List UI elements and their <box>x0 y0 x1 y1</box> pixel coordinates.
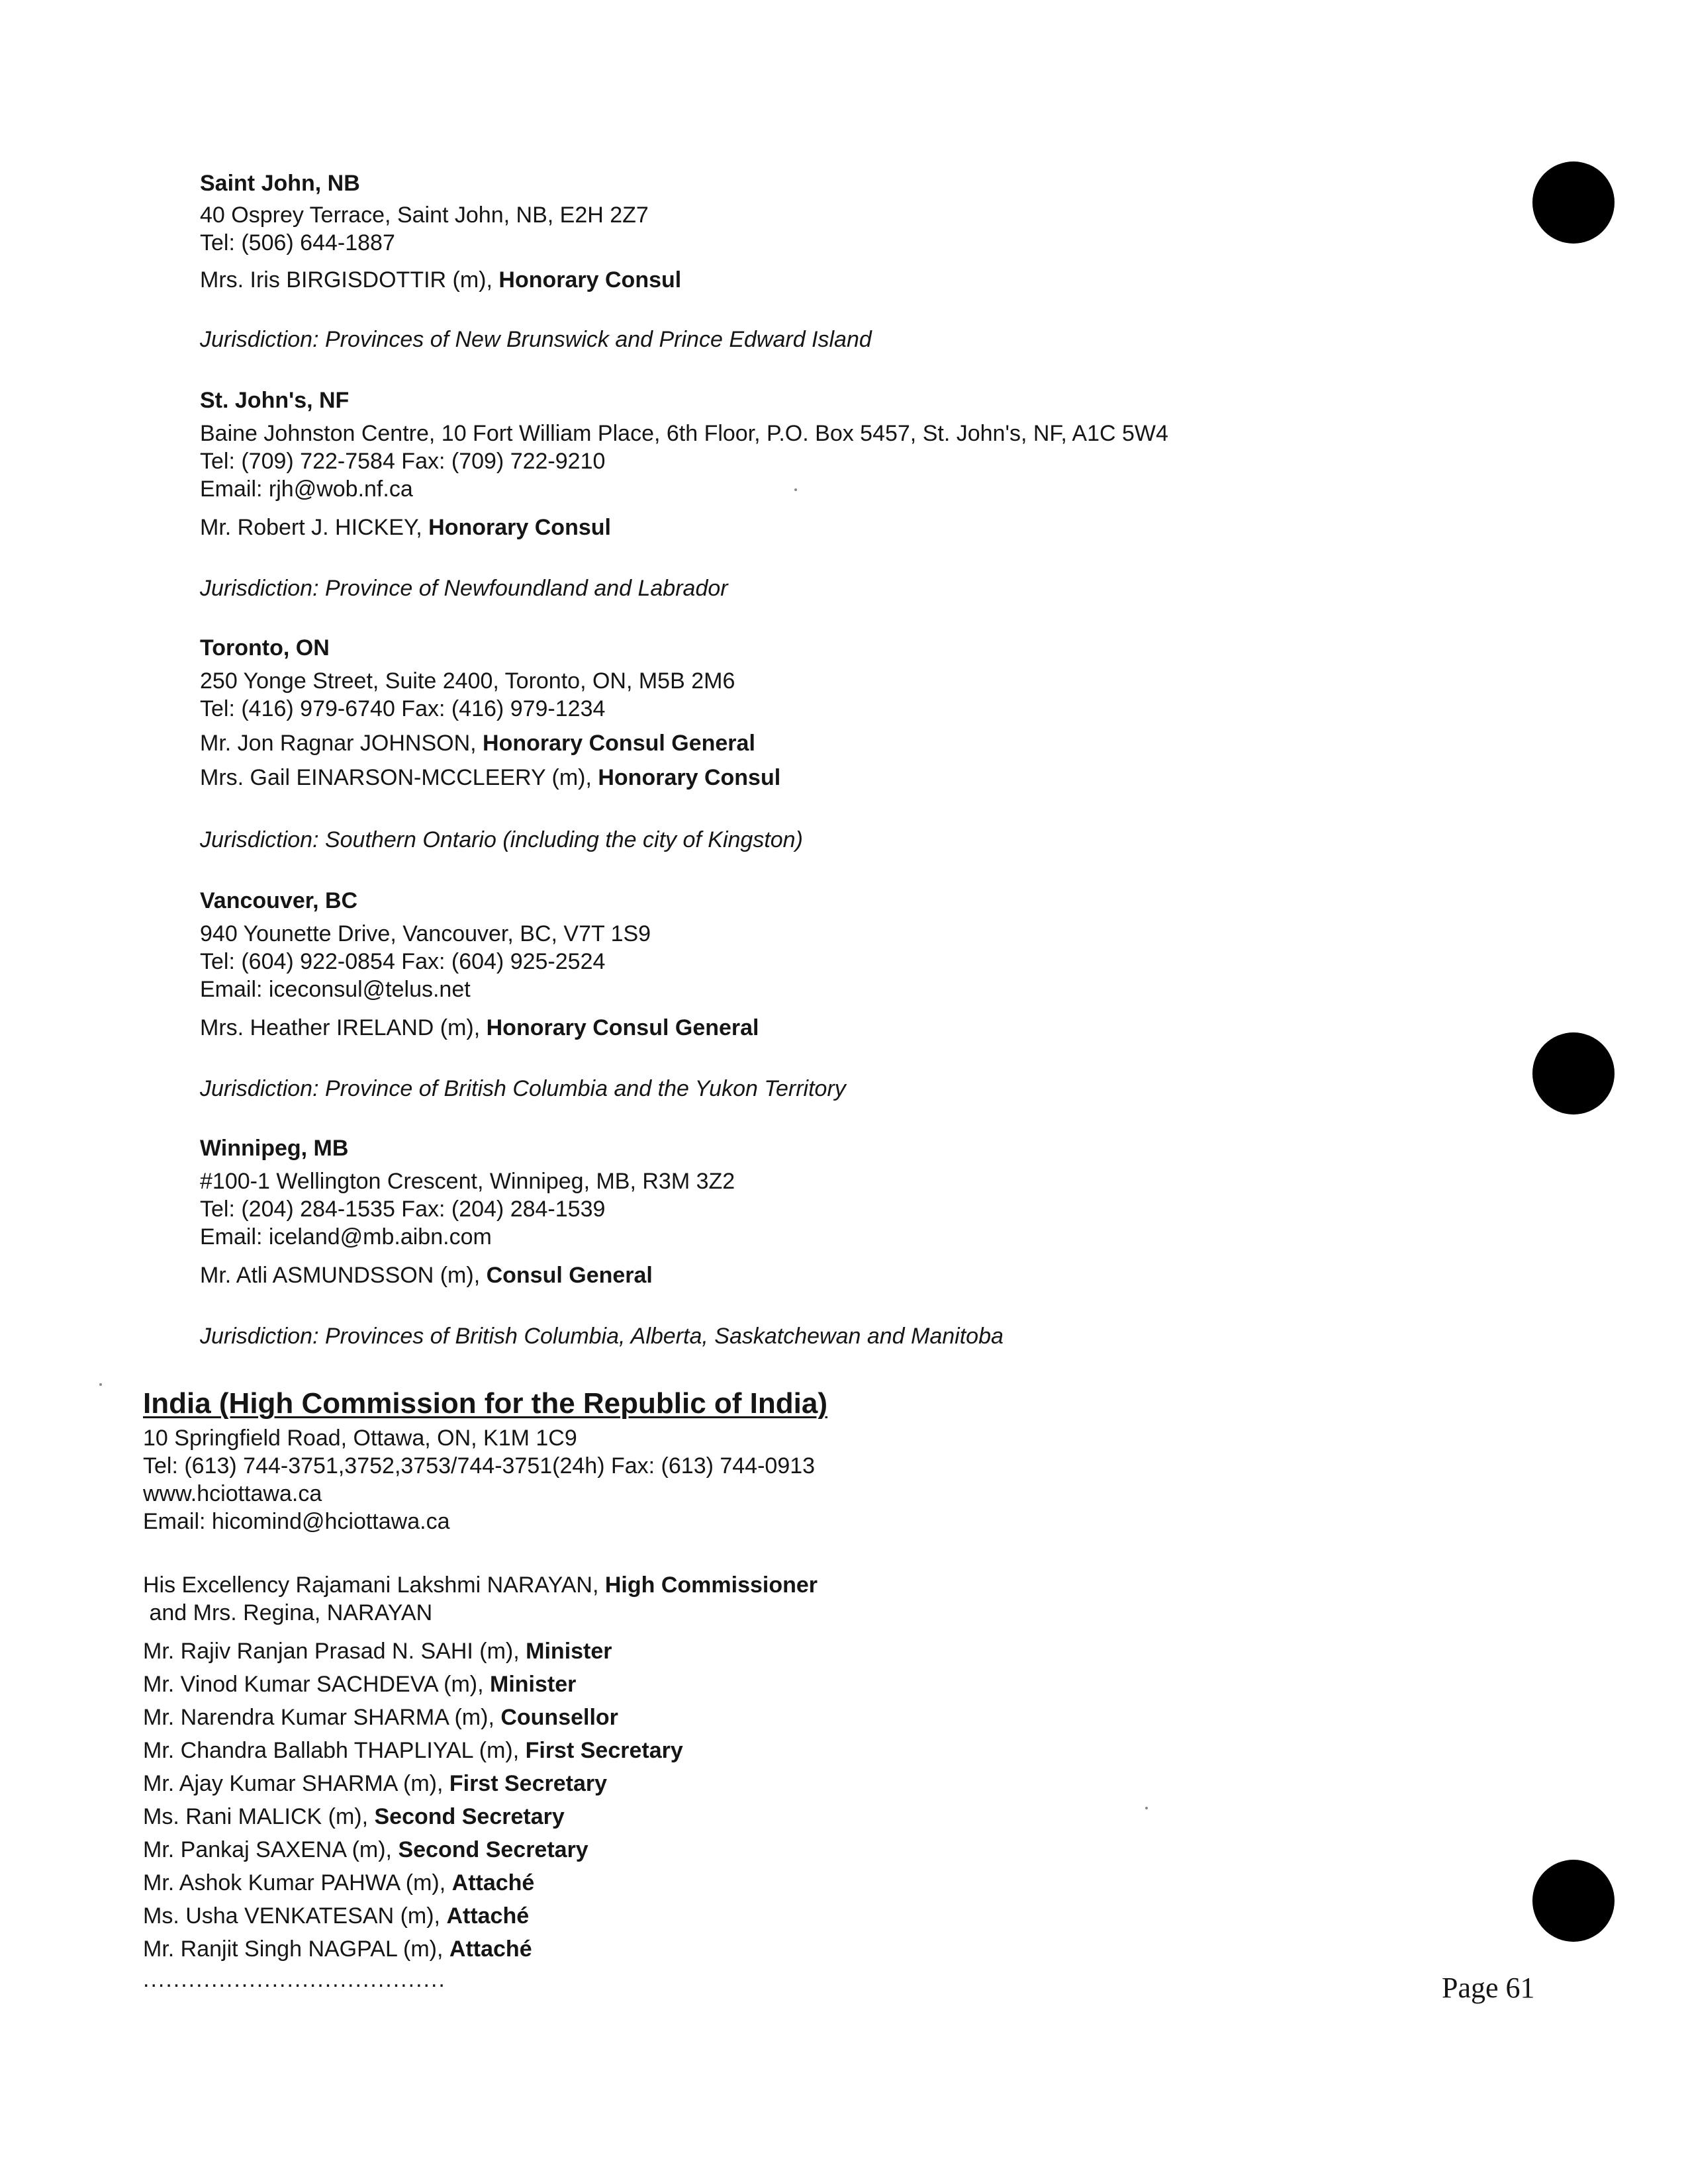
punch-hole-middle <box>1532 1032 1615 1115</box>
official-name: Mr. Chandra Ballabh THAPLIYAL (m), <box>143 1738 526 1763</box>
jurisdiction-label: Jurisdiction: <box>200 327 319 352</box>
jurisdiction-label: Jurisdiction: <box>200 827 319 852</box>
official-title: Attaché <box>451 1870 535 1895</box>
email-line[interactable]: Email: rjh@wob.nf.ca <box>200 477 413 502</box>
consulate-city: Vancouver, BC <box>200 888 358 913</box>
official-title: Second Secretary <box>374 1804 565 1829</box>
consulate-city: St. John's, NF <box>200 388 350 413</box>
official-name: Mr. Jon Ragnar JOHNSON, <box>200 731 483 756</box>
jurisdiction-text: Southern Ontario (including the city of Kingston) <box>318 827 803 852</box>
scan-speck <box>794 488 797 491</box>
official-title: High Commissioner <box>604 1572 818 1598</box>
official-name: Mr. Ajay Kumar SHARMA (m), <box>143 1771 449 1796</box>
address-line: #100-1 Wellington Crescent, Winnipeg, MB, R3M 3Z2 <box>200 1169 735 1194</box>
official-title: Second Secretary <box>398 1837 588 1862</box>
jurisdiction-text: Provinces of British Columbia, Alberta, Saskatchewan and Manitoba <box>318 1324 1004 1349</box>
official-line <box>200 269 681 291</box>
address-line: 940 Younette Drive, Vancouver, BC, V7T 1S9 <box>200 921 651 946</box>
head-of-mission-line <box>143 1574 818 1596</box>
consulate-city: Toronto, ON <box>200 635 330 660</box>
official-line <box>200 1264 653 1287</box>
official-line <box>143 1938 532 1960</box>
official-title: Honorary Consul <box>598 765 781 790</box>
phone-line: Tel: (416) 979-6740 Fax: (416) 979-1234 <box>200 696 606 721</box>
spouse-line: and Mrs. Regina, NARAYAN <box>143 1600 433 1625</box>
official-title: Minister <box>490 1672 577 1697</box>
official-title: Attaché <box>449 1936 532 1962</box>
jurisdiction-label: Jurisdiction: <box>200 1324 319 1349</box>
official-line <box>143 1805 565 1828</box>
jurisdiction-label: Jurisdiction: <box>200 1076 319 1101</box>
official-name: Mr. Ranjit Singh NAGPAL (m), <box>143 1936 449 1962</box>
phone-line: Tel: (506) 644-1887 <box>200 230 395 255</box>
official-title: First Secretary <box>449 1771 607 1796</box>
official-line <box>200 1017 759 1039</box>
jurisdiction-line <box>200 1077 846 1100</box>
email-line[interactable]: Email: iceland@mb.aibn.com <box>200 1224 492 1250</box>
phone-line: Tel: (204) 284-1535 Fax: (204) 284-1539 <box>200 1197 606 1222</box>
official-title: Minister <box>526 1639 612 1664</box>
punch-hole-bottom <box>1532 1860 1615 1942</box>
country-heading: India (High Commission for the Republic of India) <box>143 1387 827 1420</box>
scan-speck <box>1145 1807 1148 1809</box>
official-title: Honorary Consul <box>428 515 611 540</box>
official-name: Mrs. Iris BIRGISDOTTIR (m), <box>200 267 499 293</box>
jurisdiction-text: Province of Newfoundland and Labrador <box>318 576 728 601</box>
official-name: Mr. Narendra Kumar SHARMA (m), <box>143 1705 501 1730</box>
address-line: 250 Yonge Street, Suite 2400, Toronto, ON, M5B 2M6 <box>200 668 735 694</box>
official-title: Consul General <box>486 1263 653 1288</box>
official-name: Ms. Usha VENKATESAN (m), <box>143 1903 447 1929</box>
official-title: Honorary Consul General <box>486 1015 759 1040</box>
official-line <box>200 766 780 789</box>
official-line <box>143 1905 529 1927</box>
jurisdiction-line <box>200 328 872 351</box>
official-line <box>143 1772 607 1795</box>
official-name: Ms. Rani MALICK (m), <box>143 1804 375 1829</box>
punch-hole-top <box>1532 161 1615 244</box>
email-line[interactable]: Email: hicomind@hciottawa.ca <box>143 1509 450 1534</box>
jurisdiction-text: Provinces of New Brunswick and Prince Edward Island <box>318 327 872 352</box>
official-name: Mr. Rajiv Ranjan Prasad N. SAHI (m), <box>143 1639 526 1664</box>
official-line <box>143 1739 683 1762</box>
official-line <box>200 516 611 539</box>
consulate-city: Saint John, NB <box>200 171 360 196</box>
official-line <box>143 1640 612 1662</box>
jurisdiction-label: Jurisdiction: <box>200 576 319 601</box>
official-title: Honorary Consul <box>498 267 682 293</box>
consulate-city: Winnipeg, MB <box>200 1136 349 1161</box>
email-line[interactable]: Email: iceconsul@telus.net <box>200 977 471 1002</box>
official-name: Mrs. Gail EINARSON-MCCLEERY (m), <box>200 765 598 790</box>
phone-line: Tel: (709) 722-7584 Fax: (709) 722-9210 <box>200 449 606 474</box>
page-number: Page 61 <box>1442 1972 1535 2004</box>
jurisdiction-line <box>200 1325 1004 1347</box>
official-name: Mr. Pankaj SAXENA (m), <box>143 1837 399 1862</box>
official-line <box>143 1706 618 1729</box>
official-name: Mr. Atli ASMUNDSSON (m), <box>200 1263 487 1288</box>
official-line <box>200 732 755 754</box>
phone-line: Tel: (604) 922-0854 Fax: (604) 925-2524 <box>200 949 606 974</box>
official-title: Honorary Consul General <box>483 731 755 756</box>
official-title: Counsellor <box>500 1705 618 1730</box>
official-line <box>143 1872 534 1894</box>
scan-speck <box>99 1383 102 1386</box>
website-link[interactable]: www.hciottawa.ca <box>143 1481 322 1506</box>
official-line <box>143 1839 588 1861</box>
jurisdiction-line <box>200 829 803 851</box>
official-name: Mr. Robert J. HICKEY, <box>200 515 429 540</box>
official-name: Mr. Vinod Kumar SACHDEVA (m), <box>143 1672 490 1697</box>
official-title: Attaché <box>446 1903 530 1929</box>
official-name: His Excellency Rajamani Lakshmi NARAYAN, <box>143 1572 605 1598</box>
address-line: 10 Springfield Road, Ottawa, ON, K1M 1C9 <box>143 1426 577 1451</box>
jurisdiction-line <box>200 577 728 600</box>
phone-line: Tel: (613) 744-3751,3752,3753/744-3751(24h) Fax: (613) 744-0913 <box>143 1453 816 1479</box>
address-line: Baine Johnston Centre, 10 Fort William Place, 6th Floor, P.O. Box 5457, St. John's, NF, A1C 5W4 <box>200 421 1168 446</box>
jurisdiction-text: Province of British Columbia and the Yukon Territory <box>318 1076 846 1101</box>
continuation-dots: ........................................ <box>143 1967 446 1992</box>
official-line <box>143 1673 576 1696</box>
official-name: Mrs. Heather IRELAND (m), <box>200 1015 487 1040</box>
official-title: First Secretary <box>525 1738 683 1763</box>
address-line: 40 Osprey Terrace, Saint John, NB, E2H 2Z7 <box>200 203 649 228</box>
official-name: Mr. Ashok Kumar PAHWA (m), <box>143 1870 452 1895</box>
